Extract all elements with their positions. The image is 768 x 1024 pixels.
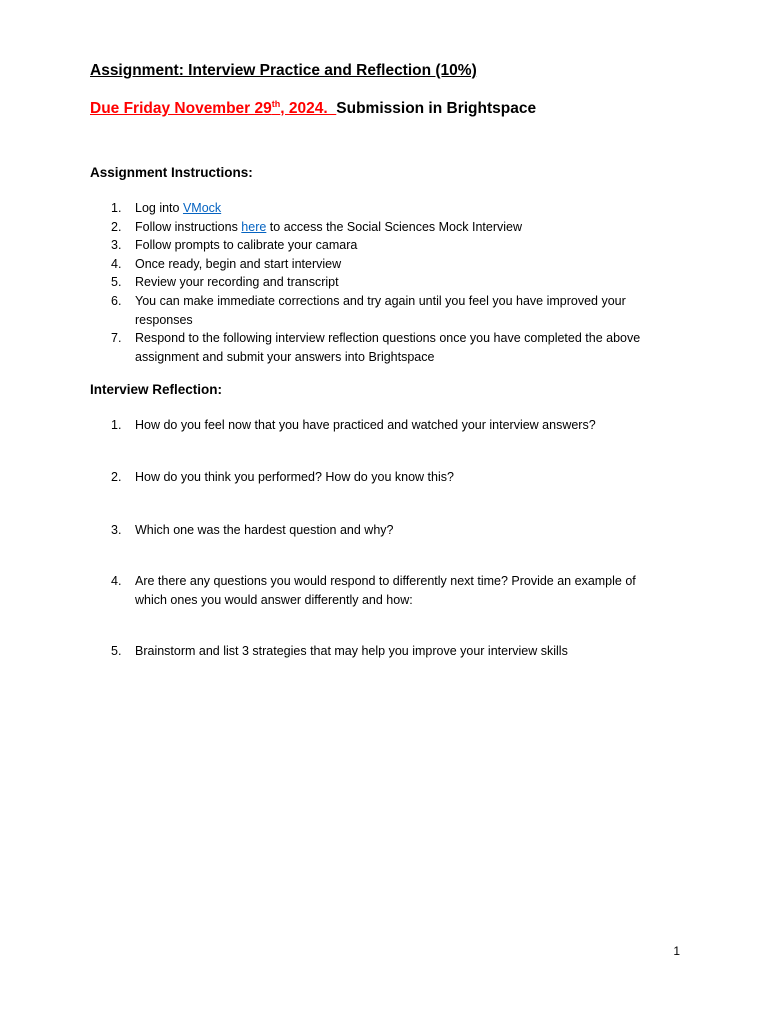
reflection-question — [90, 572, 670, 609]
question-number: 4. — [111, 574, 122, 588]
page-number: 1 — [673, 944, 680, 958]
list-item-text: Follow instructions — [135, 219, 242, 234]
list-item — [90, 329, 670, 366]
submission-location: Submission in Brightspace — [336, 100, 537, 117]
list-item-text: to access the Social Sciences Mock Interview — [266, 219, 522, 234]
reflection-heading: Interview Reflection: — [90, 382, 223, 397]
question-text: How do you think you performed? How do you know this? — [135, 470, 454, 484]
reflection-question — [90, 521, 670, 540]
list-item-text: You can make immediate corrections and try again until you feel you have improved your responses — [135, 293, 626, 327]
list-item — [90, 236, 670, 255]
list-item-text: Log into — [135, 201, 183, 215]
question-number: 3. — [111, 523, 122, 537]
instructions-heading: Assignment Instructions: — [90, 165, 253, 180]
list-item — [90, 218, 670, 237]
due-date-superscript: th — [271, 99, 281, 109]
instructions-list — [90, 199, 670, 366]
reflection-question — [90, 416, 670, 435]
assignment-title: Assignment: Interview Practice and Reflection (10%) — [90, 62, 477, 79]
here-link[interactable]: here — [241, 219, 267, 234]
question-text: Are there any questions you would respond to differently next time? Provide an example of which ones you would answer differently and how: — [135, 574, 636, 607]
list-item — [90, 292, 670, 329]
list-item — [90, 273, 670, 292]
list-item-number: 4. — [111, 256, 122, 271]
list-item-number: 2. — [111, 219, 122, 234]
due-date-prefix: Due Friday November 29 — [90, 100, 272, 117]
question-number: 1. — [111, 418, 122, 432]
question-text: How do you feel now that you have practiced and watched your interview answers? — [135, 418, 596, 432]
question-text: Brainstorm and list 3 strategies that may help you improve your interview skills — [135, 644, 568, 658]
reflection-question — [90, 468, 670, 487]
list-item-text: Once ready, begin and start interview — [135, 256, 342, 271]
due-date — [90, 100, 336, 117]
question-number: 5. — [111, 644, 122, 658]
reflection-question — [90, 642, 670, 661]
list-item — [90, 199, 670, 218]
list-item-text: Respond to the following interview reflection questions once you have completed the above assignment and submit your answers into Brightspace — [135, 331, 641, 364]
vmock-link[interactable]: VMock — [182, 201, 222, 215]
list-item — [90, 255, 670, 274]
list-item-number: 6. — [111, 293, 122, 308]
list-item-number: 1. — [111, 201, 122, 215]
question-number: 2. — [111, 470, 122, 484]
list-item-number: 3. — [111, 238, 122, 253]
due-date-line — [90, 100, 536, 118]
due-date-suffix: , 2024. — [280, 100, 337, 117]
list-item-number: 5. — [111, 275, 122, 290]
list-item-text: Follow prompts to calibrate your camara — [135, 238, 358, 253]
question-text: Which one was the hardest question and why? — [135, 523, 394, 537]
list-item-text: Review your recording and transcript — [135, 275, 339, 290]
list-item-number: 7. — [111, 331, 122, 346]
